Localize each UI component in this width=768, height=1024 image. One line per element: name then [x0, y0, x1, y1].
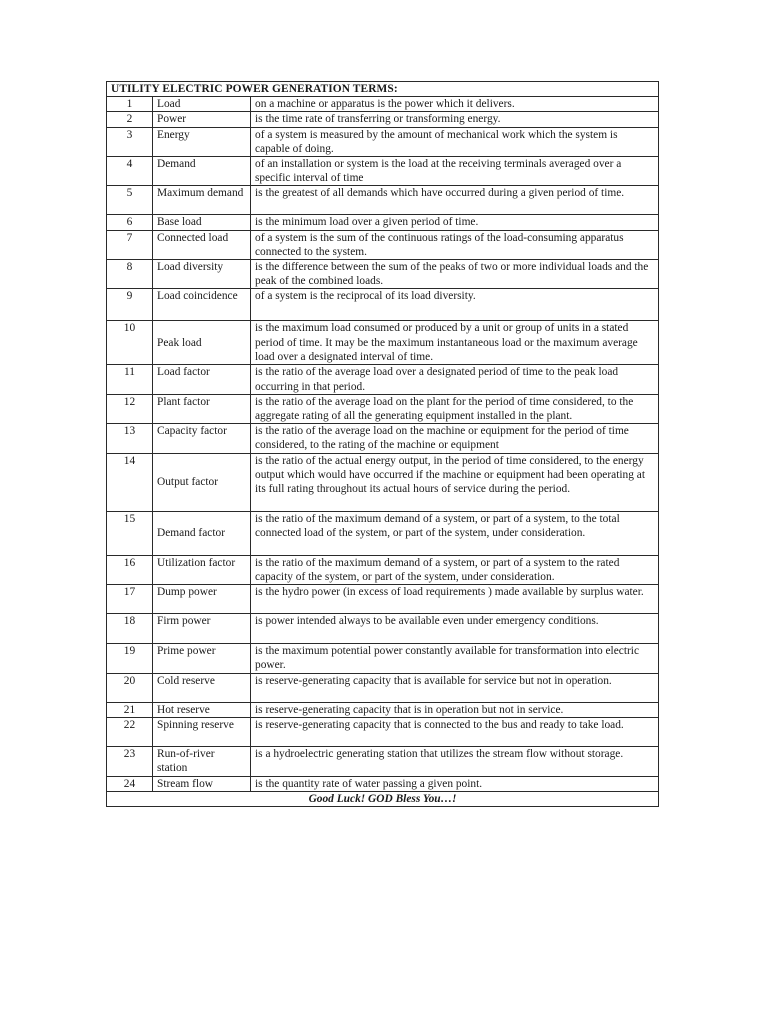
term-name: Run-of-river station — [153, 747, 251, 776]
row-number: 13 — [107, 424, 153, 453]
row-number: 10 — [107, 321, 153, 365]
table-row — [107, 555, 659, 584]
term-definition: of a system is measured by the amount of mechanical work which the system is capable of doing. — [251, 127, 659, 156]
term-name: Energy — [153, 127, 251, 156]
term-definition: is power intended always to be available even under emergency conditions. — [251, 614, 659, 644]
row-number: 17 — [107, 585, 153, 614]
term-definition: is the quantity rate of water passing a given point. — [251, 776, 659, 791]
term-definition: is the greatest of all demands which have occurred during a given period of time. — [251, 186, 659, 215]
table-row — [107, 614, 659, 644]
row-number: 16 — [107, 555, 153, 584]
term-definition: is a hydroelectric generating station that utilizes the stream flow without storage. — [251, 747, 659, 776]
row-number: 1 — [107, 97, 153, 112]
table-row — [107, 394, 659, 423]
term-definition: is the difference between the sum of the peaks of two or more individual loads and the peak of the combined loads. — [251, 260, 659, 289]
term-name: Plant factor — [153, 394, 251, 423]
term-name: Load factor — [153, 365, 251, 394]
row-number: 9 — [107, 289, 153, 321]
row-number: 2 — [107, 112, 153, 127]
term-name: Base load — [153, 215, 251, 230]
table-row — [107, 260, 659, 289]
term-name: Dump power — [153, 585, 251, 614]
row-number: 8 — [107, 260, 153, 289]
row-number: 11 — [107, 365, 153, 394]
term-name: Prime power — [153, 644, 251, 674]
row-number: 5 — [107, 186, 153, 215]
footer-row — [107, 791, 659, 806]
term-name: Demand — [153, 157, 251, 186]
term-name: Demand factor — [153, 511, 251, 555]
footer-text: Good Luck! GOD Bless You…! — [107, 791, 659, 806]
table-row — [107, 424, 659, 453]
term-name: Power — [153, 112, 251, 127]
term-definition: of an installation or system is the load at the receiving terminals averaged over a specific interval of time — [251, 157, 659, 186]
term-name: Connected load — [153, 230, 251, 259]
term-definition: is reserve-generating capacity that is connected to the bus and ready to take load. — [251, 718, 659, 747]
table-row — [107, 289, 659, 321]
term-name: Capacity factor — [153, 424, 251, 453]
table-row — [107, 776, 659, 791]
row-number: 19 — [107, 644, 153, 674]
term-definition: is the hydro power (in excess of load requirements ) made available by surplus water. — [251, 585, 659, 614]
term-name: Peak load — [153, 321, 251, 365]
term-definition: is the maximum potential power constantly available for transformation into electric power. — [251, 644, 659, 674]
term-name: Hot reserve — [153, 703, 251, 718]
term-definition: is the ratio of the average load over a designated period of time to the peak load occurring in that period. — [251, 365, 659, 394]
term-definition: is the time rate of transferring or transforming energy. — [251, 112, 659, 127]
term-name: Spinning reserve — [153, 718, 251, 747]
table-title: UTILITY ELECTRIC POWER GENERATION TERMS: — [107, 82, 659, 97]
row-number: 15 — [107, 511, 153, 555]
term-definition: is the ratio of the maximum demand of a system, or part of a system, to the total connected load of the system, or part of the system, under consideration. — [251, 511, 659, 555]
table-row — [107, 230, 659, 259]
table-row — [107, 365, 659, 394]
row-number: 4 — [107, 157, 153, 186]
table-row — [107, 674, 659, 703]
table-row — [107, 453, 659, 511]
term-definition: is the minimum load over a given period of time. — [251, 215, 659, 230]
title-row — [107, 82, 659, 97]
term-definition: is reserve-generating capacity that is available for service but not in operation. — [251, 674, 659, 703]
row-number: 23 — [107, 747, 153, 776]
table-row — [107, 703, 659, 718]
term-name: Maximum demand — [153, 186, 251, 215]
table-row — [107, 186, 659, 215]
row-number: 6 — [107, 215, 153, 230]
term-definition: is the ratio of the actual energy output, in the period of time considered, to the energy output which would have occurred if the machine or equipment had been operating at its full rating throughout its actual hours of service during the period. — [251, 453, 659, 511]
table-row — [107, 157, 659, 186]
row-number: 14 — [107, 453, 153, 511]
term-definition: is the ratio of the maximum demand of a system, or part of a system to the rated capacity of the system, or part of the system, under consideration. — [251, 555, 659, 584]
row-number: 7 — [107, 230, 153, 259]
term-name: Load coincidence — [153, 289, 251, 321]
term-name: Utilization factor — [153, 555, 251, 584]
table-row — [107, 112, 659, 127]
term-name: Cold reserve — [153, 674, 251, 703]
term-definition: is the maximum load consumed or produced by a unit or group of units in a stated period of time. It may be the maximum instantaneous load or the maximum average load over a designated interval of time. — [251, 321, 659, 365]
row-number: 24 — [107, 776, 153, 791]
table-row — [107, 747, 659, 776]
term-name: Load — [153, 97, 251, 112]
term-definition: of a system is the reciprocal of its load diversity. — [251, 289, 659, 321]
row-number: 12 — [107, 394, 153, 423]
table-row — [107, 321, 659, 365]
term-definition: of a system is the sum of the continuous ratings of the load-consuming apparatus connected to the system. — [251, 230, 659, 259]
table-row — [107, 718, 659, 747]
term-name: Firm power — [153, 614, 251, 644]
terms-table — [106, 81, 659, 807]
term-definition: is the ratio of the average load on the machine or equipment for the period of time considered, to the rating of the machine or equipment — [251, 424, 659, 453]
term-name: Output factor — [153, 453, 251, 511]
row-number: 18 — [107, 614, 153, 644]
row-number: 21 — [107, 703, 153, 718]
term-definition: on a machine or apparatus is the power which it delivers. — [251, 97, 659, 112]
term-name: Load diversity — [153, 260, 251, 289]
table-row — [107, 97, 659, 112]
table-row — [107, 511, 659, 555]
table-row — [107, 215, 659, 230]
term-definition: is reserve-generating capacity that is in operation but not in service. — [251, 703, 659, 718]
row-number: 3 — [107, 127, 153, 156]
table-row — [107, 585, 659, 614]
table-row — [107, 644, 659, 674]
row-number: 20 — [107, 674, 153, 703]
row-number: 22 — [107, 718, 153, 747]
table-row — [107, 127, 659, 156]
term-definition: is the ratio of the average load on the plant for the period of time considered, to the aggregate rating of all the generating equipment installed in the plant. — [251, 394, 659, 423]
term-name: Stream flow — [153, 776, 251, 791]
